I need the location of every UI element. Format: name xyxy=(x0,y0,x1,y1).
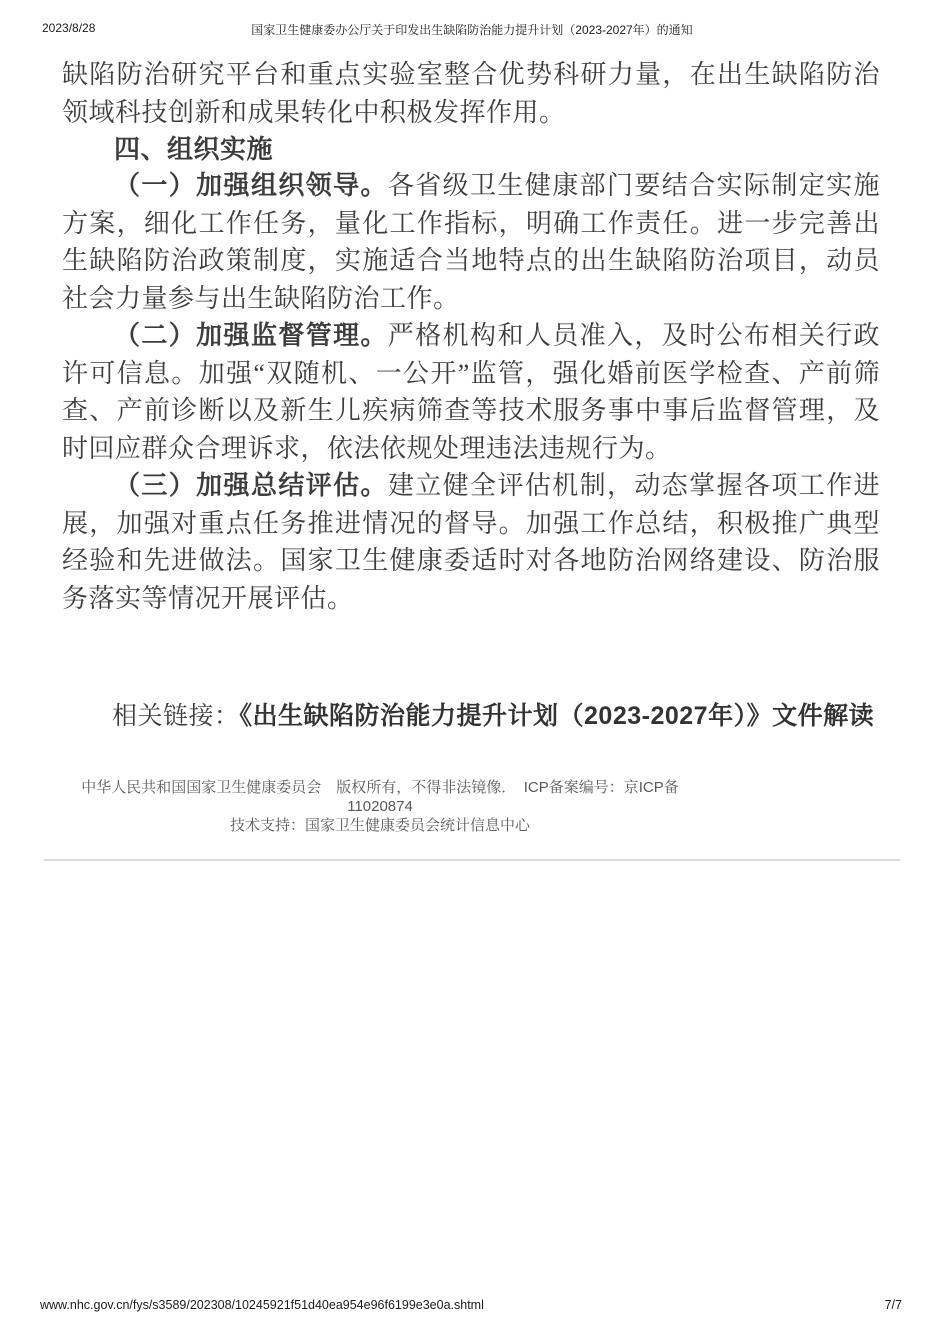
body-paragraph xyxy=(62,317,880,467)
related-doc-link[interactable]: 《出生缺陷防治能力提升计划（2023-2027年）》文件解读 xyxy=(239,702,875,730)
tech-support-line: 技术支持：国家卫生健康委员会统计信息中心 xyxy=(229,817,530,834)
paragraph-text: 严格机构和人员准入，及时公布相关行政许可信息。加强“双随机、一公开”监管，强化婚前医学检查、产前筛查、产前诊断以及新生儿疾病筛查等技术服务事中事后监督管理，及时回应群众合理诉求，依法依规处理违法违规行为。 xyxy=(62,321,880,463)
print-header xyxy=(0,0,944,36)
paragraph-lead: （二）加强监督管理。 xyxy=(114,321,388,350)
section-heading: 四、组织实施 xyxy=(114,134,274,164)
paragraph-text: 建立健全评估机制，动态掌握各项工作进展，加强对重点任务推进情况的督导。加强工作总结，积极推广典型经验和先进做法。国家卫生健康委适时对各地防治网络建设、防治服务落实等情况开展评估。 xyxy=(62,471,880,613)
site-footer xyxy=(62,778,698,835)
paragraph-lead: （一）加强组织领导。 xyxy=(114,171,388,200)
body-paragraph xyxy=(62,467,880,617)
body-paragraph-continuation: 缺陷防治研究平台和重点实验室整合优势科研力量，在出生缺陷防治领域科技创新和成果转化中积极发挥作用。 xyxy=(62,60,880,127)
print-footer xyxy=(40,1298,902,1312)
paragraph-lead: （三）加强总结评估。 xyxy=(114,471,388,500)
document-title: 国家卫生健康委办公厅关于印发出生缺陷防治能力提升计划（2023-2027年）的通知 xyxy=(251,23,693,37)
print-date: 2023/8/28 xyxy=(42,21,96,35)
page-indicator: 7/7 xyxy=(884,1298,902,1312)
related-links-label: 相关链接： xyxy=(112,703,240,730)
related-links-row xyxy=(62,697,880,736)
copyright-line: 中华人民共和国国家卫生健康委员会 版权所有，不得非法镜像． ICP备案编号：京ICP备11020874 xyxy=(81,779,679,815)
source-url: www.nhc.gov.cn/fys/s3589/202308/10245921f51d40ea954e96f6199e3e0a.shtml xyxy=(40,1298,484,1312)
footer-divider xyxy=(44,859,900,861)
article-body xyxy=(62,56,880,617)
paragraph-text: 各省级卫生健康部门要结合实际制定实施方案，细化工作任务，量化工作指标，明确工作责任。进一步完善出生缺陷防治政策制度，实施适合当地特点的出生缺陷防治项目，动员社会力量参与出生缺陷防治工作。 xyxy=(62,171,880,313)
body-paragraph xyxy=(62,167,880,317)
